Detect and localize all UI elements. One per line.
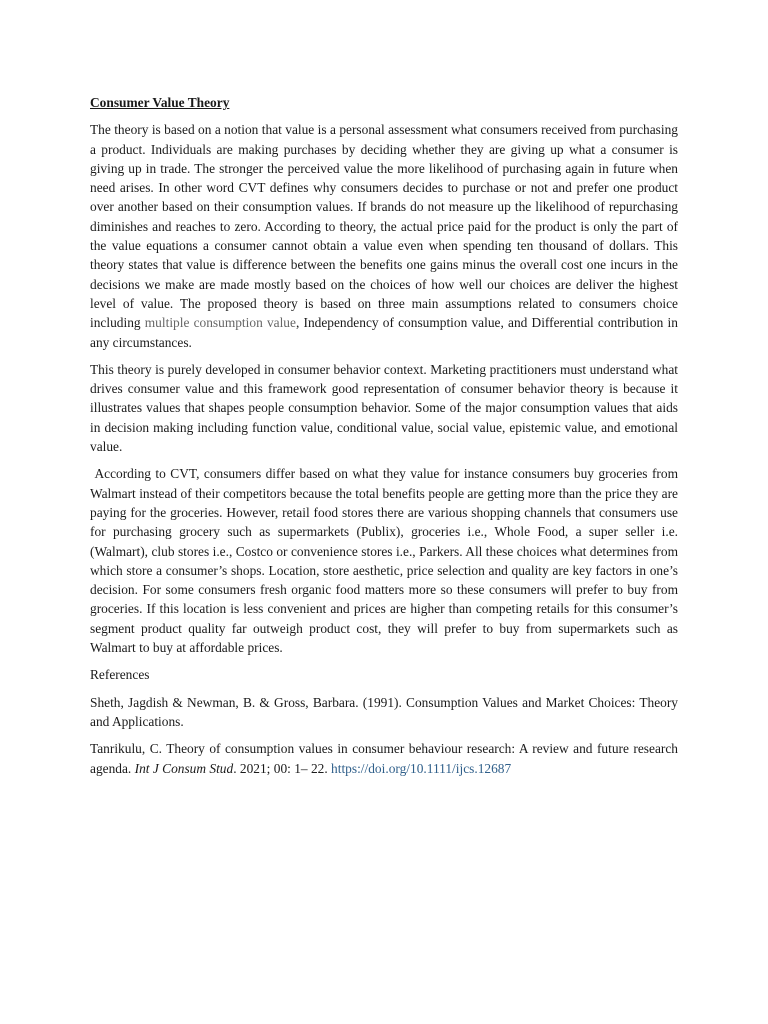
highlighted-phrase: multiple consumption value xyxy=(144,315,296,331)
reference-2-text: Tanrikulu, C. Theory of consumption values in consumer behaviour research: A review and future research agenda. xyxy=(90,741,678,776)
references-heading: References xyxy=(90,667,150,683)
paragraph-2: This theory is purely developed in consumer behavior context. Marketing practitioners must understand what drives consumer value and this framework good representation of consumer behavior theory is because it illustrates values that shapes people consumption behavior. Some of the major consumption values that aids in decision making including function value, conditional value, social value, epistemic value, and emotional value. xyxy=(90,361,678,455)
paragraph-1 xyxy=(90,120,678,352)
paragraph-1-tail: , Independency of consumption value, and Differential contribution in any circumstances. xyxy=(90,315,678,350)
reference-2 xyxy=(90,739,678,778)
reference-1: Sheth, Jagdish & Newman, B. & Gross, Barbara. (1991). Consumption Values and Market Choices: Theory and Applications. xyxy=(90,694,678,729)
paragraph-1-text: The theory is based on a notion that value is a personal assessment what consumers received from purchasing a product. Individuals are making purchases by deciding whether they are giving up what a consumer is giving up in trade. The stronger the perceived value the more likelihood of purchasing again in future when need arises. In other word CVT defines why consumers decides to purchase or not and prefer one product over another based on their consumption values. If brands do not measure up the likelihood of repurchasing diminishes and reaches to zero. According to theory, the actual price paid for the product is only the part of the value equations a consumer cannot obtain a value even when spending ten thousand of dollars. This theory states that value is difference between the benefits one gains minus the overall cost one incurs in the decisions we make are made mostly based on the choices of how well our choices are deliver the highest level of value. The proposed theory is based on three main assumptions related to consumers choice including xyxy=(90,122,678,331)
document-page xyxy=(90,93,682,786)
document-title: Consumer Value Theory xyxy=(90,95,230,110)
reference-2-details: . 2021; 00: 1– 22. xyxy=(233,760,332,776)
reference-2-journal: Int J Consum Stud xyxy=(134,760,234,776)
doi-link[interactable]: https://doi.org/10.1111/ijcs.12687 xyxy=(331,760,512,776)
paragraph-3: According to CVT, consumers differ based on what they value for instance consumers buy groceries from Walmart instead of their competitors because the total benefits people are getting more than the price they are paying for the groceries. However, retail food stores there are various shopping channels that consumers use for purchasing grocery such as supermarkets (Publix), groceries i.e., Whole Food, a super seller i.e. (Walmart), club stores i.e., Costco or convenience stores i.e., Parkers. All these choices what determines from which store a consumer’s shops. Location, store aesthetic, price selection and quality are key factors in one’s decision. For some consumers fresh organic food matters more so these consumers will prefer to buy from groceries. If this location is less convenient and prices are higher than competing retails for this consumer’s segment product quality far outweigh product cost, they will prefer to buy from supermarkets such as Walmart to buy at affordable prices. xyxy=(90,466,682,656)
